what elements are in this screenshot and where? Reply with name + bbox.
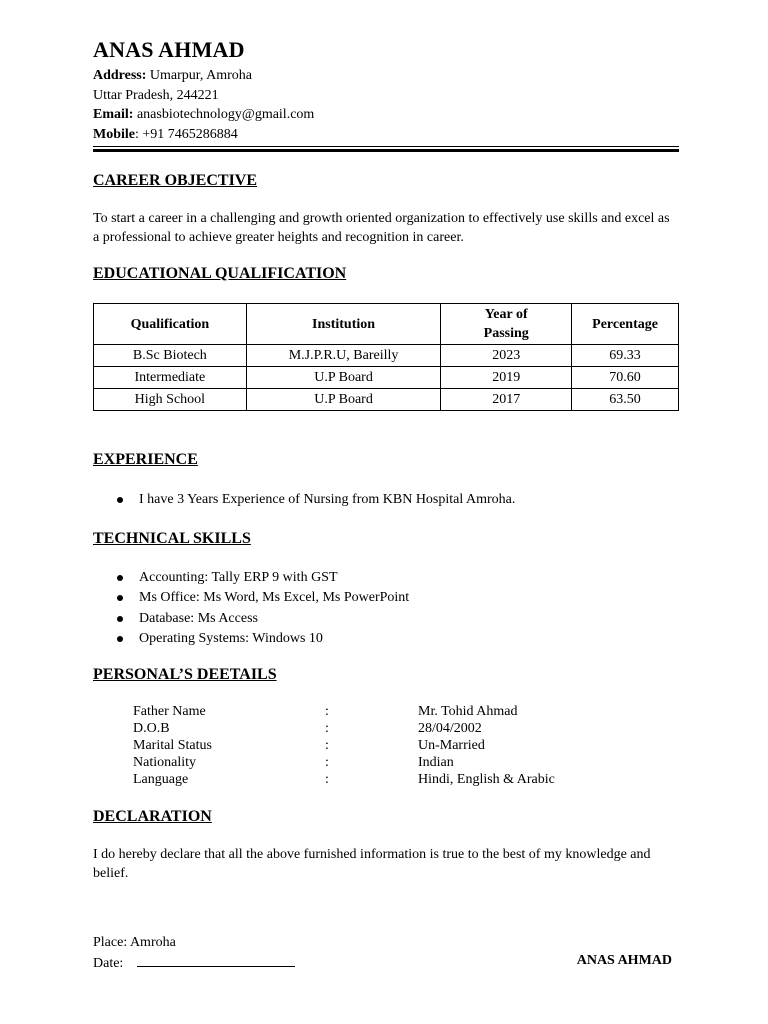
table-cell: 69.33 [572, 345, 679, 367]
career-objective-text: To start a career in a challenging and growth oriented organization to effectively use skills and excel as a professional to achieve greater heights and recognition in career. [93, 211, 670, 245]
list-item [93, 720, 679, 737]
address-value: Umarpur, Amroha [146, 68, 253, 83]
table-cell: 63.50 [572, 389, 679, 411]
address-label: Address: [93, 68, 147, 83]
list-item [93, 588, 409, 608]
education-title: EDUCATIONAL QUALIFICATION [93, 265, 347, 282]
col-year [441, 304, 572, 345]
detail-key: Language [133, 772, 189, 787]
mobile-label: Mobile [93, 126, 135, 142]
detail-separator: : [325, 704, 329, 719]
skills-list-wrap [93, 568, 409, 649]
experience-list-wrap [93, 490, 515, 510]
address-line-1 [93, 66, 679, 86]
table-row [94, 367, 679, 389]
list-item-text: Accounting: Tally ERP 9 with GST [139, 570, 338, 585]
list-item [93, 629, 409, 649]
detail-value: 28/04/2002 [418, 721, 482, 736]
declaration-title: DECLARATION [93, 808, 212, 825]
detail-separator: : [325, 738, 329, 753]
detail-key: Nationality [133, 755, 196, 770]
education-table [93, 303, 679, 411]
education-table-wrap [93, 303, 679, 411]
table-cell: Intermediate [94, 367, 247, 389]
date-label: Date: [93, 956, 124, 971]
mobile-line [93, 125, 679, 145]
detail-separator: : [325, 721, 329, 736]
list-item-text: Database: Ms Access [139, 610, 258, 626]
detail-key: Marital Status [133, 738, 212, 753]
resume-header [93, 36, 679, 144]
detail-key: D.O.B [133, 721, 170, 736]
career-objective-section [93, 171, 679, 247]
experience-section [93, 450, 198, 470]
signature-name: ANAS AHMAD [576, 953, 672, 968]
list-item [93, 703, 679, 720]
table-cell: 2017 [441, 389, 572, 411]
detail-value: Un-Married [418, 738, 485, 753]
table-cell: 2023 [441, 345, 572, 367]
career-objective-title: CAREER OBJECTIVE [93, 172, 258, 189]
experience-title: EXPERIENCE [93, 451, 198, 468]
list-item [93, 771, 679, 788]
contact-block [93, 66, 679, 144]
declaration-text: I do hereby declare that all the above furnished information is true to the best of my knowledge and belief. [93, 847, 651, 881]
place-value: Amroha [127, 935, 176, 950]
table-cell: U.P Board [246, 389, 441, 411]
bullet-icon [117, 575, 123, 581]
email-line [93, 105, 679, 125]
place-label: Place: [93, 935, 128, 950]
list-item [93, 754, 679, 771]
list-item-text: I have 3 Years Experience of Nursing from KBN Hospital Amroha. [139, 492, 516, 507]
col-percentage: Percentage [572, 304, 679, 345]
col-qualification: Qualification [94, 304, 247, 345]
education-section [93, 264, 346, 284]
address-line-2: Uttar Pradesh, 244221 [93, 87, 219, 103]
personal-details-list [93, 703, 679, 788]
detail-value: Indian [418, 755, 454, 770]
date-line [93, 952, 295, 973]
date-blank-line [137, 952, 295, 967]
detail-separator: : [325, 755, 329, 770]
table-cell: 2019 [441, 367, 572, 389]
divider-thick-line [93, 149, 679, 152]
divider-thin-line [93, 146, 679, 147]
col-year-label: Year of Passing [483, 307, 529, 341]
table-cell: 70.60 [572, 367, 679, 389]
bullet-icon [117, 616, 123, 622]
list-item [93, 609, 409, 629]
list-item-text: Operating Systems: Windows 10 [139, 630, 323, 646]
detail-value: Mr. Tohid Ahmad [418, 704, 518, 719]
personal-details-section [93, 665, 277, 685]
col-institution: Institution [246, 304, 441, 345]
candidate-name: ANAS AHMAD [93, 37, 245, 62]
list-item [93, 737, 679, 754]
footer-block [93, 934, 295, 973]
list-item [93, 568, 409, 588]
detail-separator: : [325, 772, 329, 787]
skills-list [93, 568, 409, 649]
email-label: Email: [93, 107, 134, 122]
place-line [93, 934, 295, 952]
skills-title: TECHNICAL SKILLS [93, 530, 251, 547]
bullet-icon [117, 636, 123, 642]
bullet-icon [117, 497, 123, 503]
personal-details-title: PERSONAL’S DEETAILS [93, 666, 277, 683]
education-header-row [94, 304, 679, 345]
table-cell: High School [94, 389, 247, 411]
detail-value: Hindi, English & Arabic [418, 772, 555, 787]
table-cell: U.P Board [246, 367, 441, 389]
list-item [93, 490, 515, 510]
header-divider [93, 146, 679, 152]
mobile-value: : +91 7465286884 [135, 126, 238, 142]
table-row [94, 389, 679, 411]
list-item-text: Ms Office: Ms Word, Ms Excel, Ms PowerPoint [139, 590, 410, 606]
experience-list [93, 490, 515, 510]
email-value: anasbiotechnology@gmail.com [133, 107, 315, 122]
bullet-icon [117, 595, 123, 601]
table-cell: M.J.P.R.U, Bareilly [246, 345, 441, 367]
declaration-section [93, 807, 679, 883]
table-cell: B.Sc Biotech [94, 345, 247, 367]
detail-key: Father Name [133, 704, 206, 719]
table-row [94, 345, 679, 367]
skills-section [93, 529, 251, 549]
